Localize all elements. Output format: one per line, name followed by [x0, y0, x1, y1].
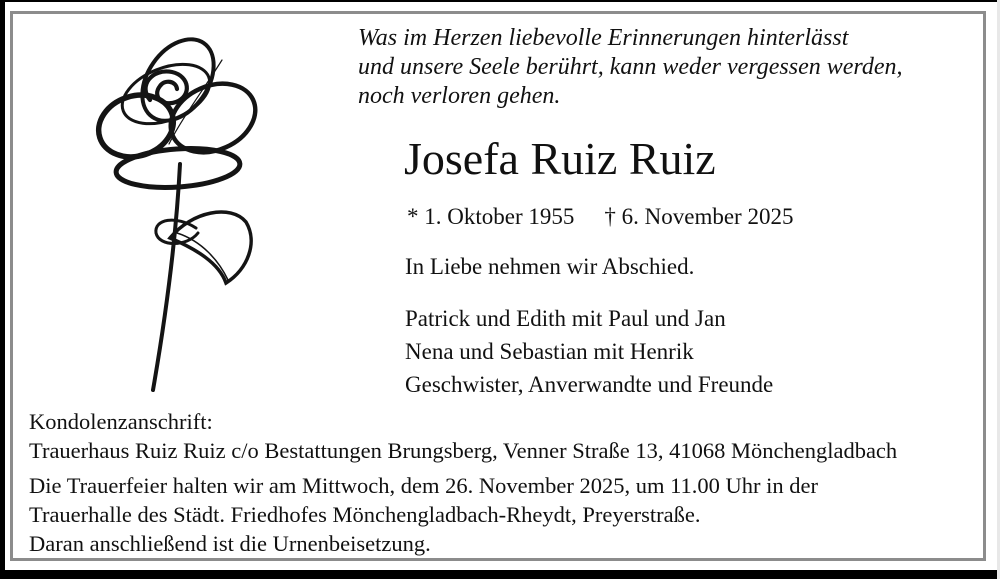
birth-date: * 1. Oktober 1955 [407, 204, 575, 229]
outer-edge-left [0, 0, 5, 579]
quote-line-2: und unsere Seele berührt, kann weder vergessen werden, [358, 54, 903, 80]
service-line-2: Trauerhalle des Städt. Friedhofes Mönchengladbach-Rheydt, Preyerstraße. [29, 502, 701, 527]
burial-note: Daran anschließend ist die Urnenbeisetzung. [29, 531, 431, 556]
memorial-quote [358, 24, 903, 111]
quote-line-3: noch verloren gehen. [358, 83, 561, 109]
mourner-line-3: Geschwister, Anverwandte und Freunde [405, 372, 774, 397]
mourner-line-1: Patrick und Edith mit Paul und Jan [405, 306, 726, 331]
outer-edge-top [0, 0, 1000, 2]
condolence-label: Kondolenzanschrift: [29, 409, 213, 434]
condolence-address: Trauerhaus Ruiz Ruiz c/o Bestattungen Brungsberg, Venner Straße 13, 41068 Mönchengladbach [29, 438, 898, 463]
service-line-1: Die Trauerfeier halten wir am Mittwoch, dem 26. November 2025, um 11.00 Uhr in der [29, 473, 818, 498]
life-dates [407, 203, 793, 231]
mourners-list [405, 302, 773, 401]
mourner-line-2: Nena und Sebastian mit Henrik [405, 339, 694, 364]
deceased-name: Josefa Ruiz Ruiz [404, 133, 716, 184]
outer-edge-bottom [0, 570, 1000, 579]
farewell-text: In Liebe nehmen wir Abschied. [405, 254, 695, 279]
quote-line-1: Was im Herzen liebevolle Erinnerungen hinterlässt [358, 25, 849, 51]
death-date: † 6. November 2025 [604, 204, 794, 229]
rose-icon [80, 22, 270, 402]
funeral-details [29, 407, 897, 558]
